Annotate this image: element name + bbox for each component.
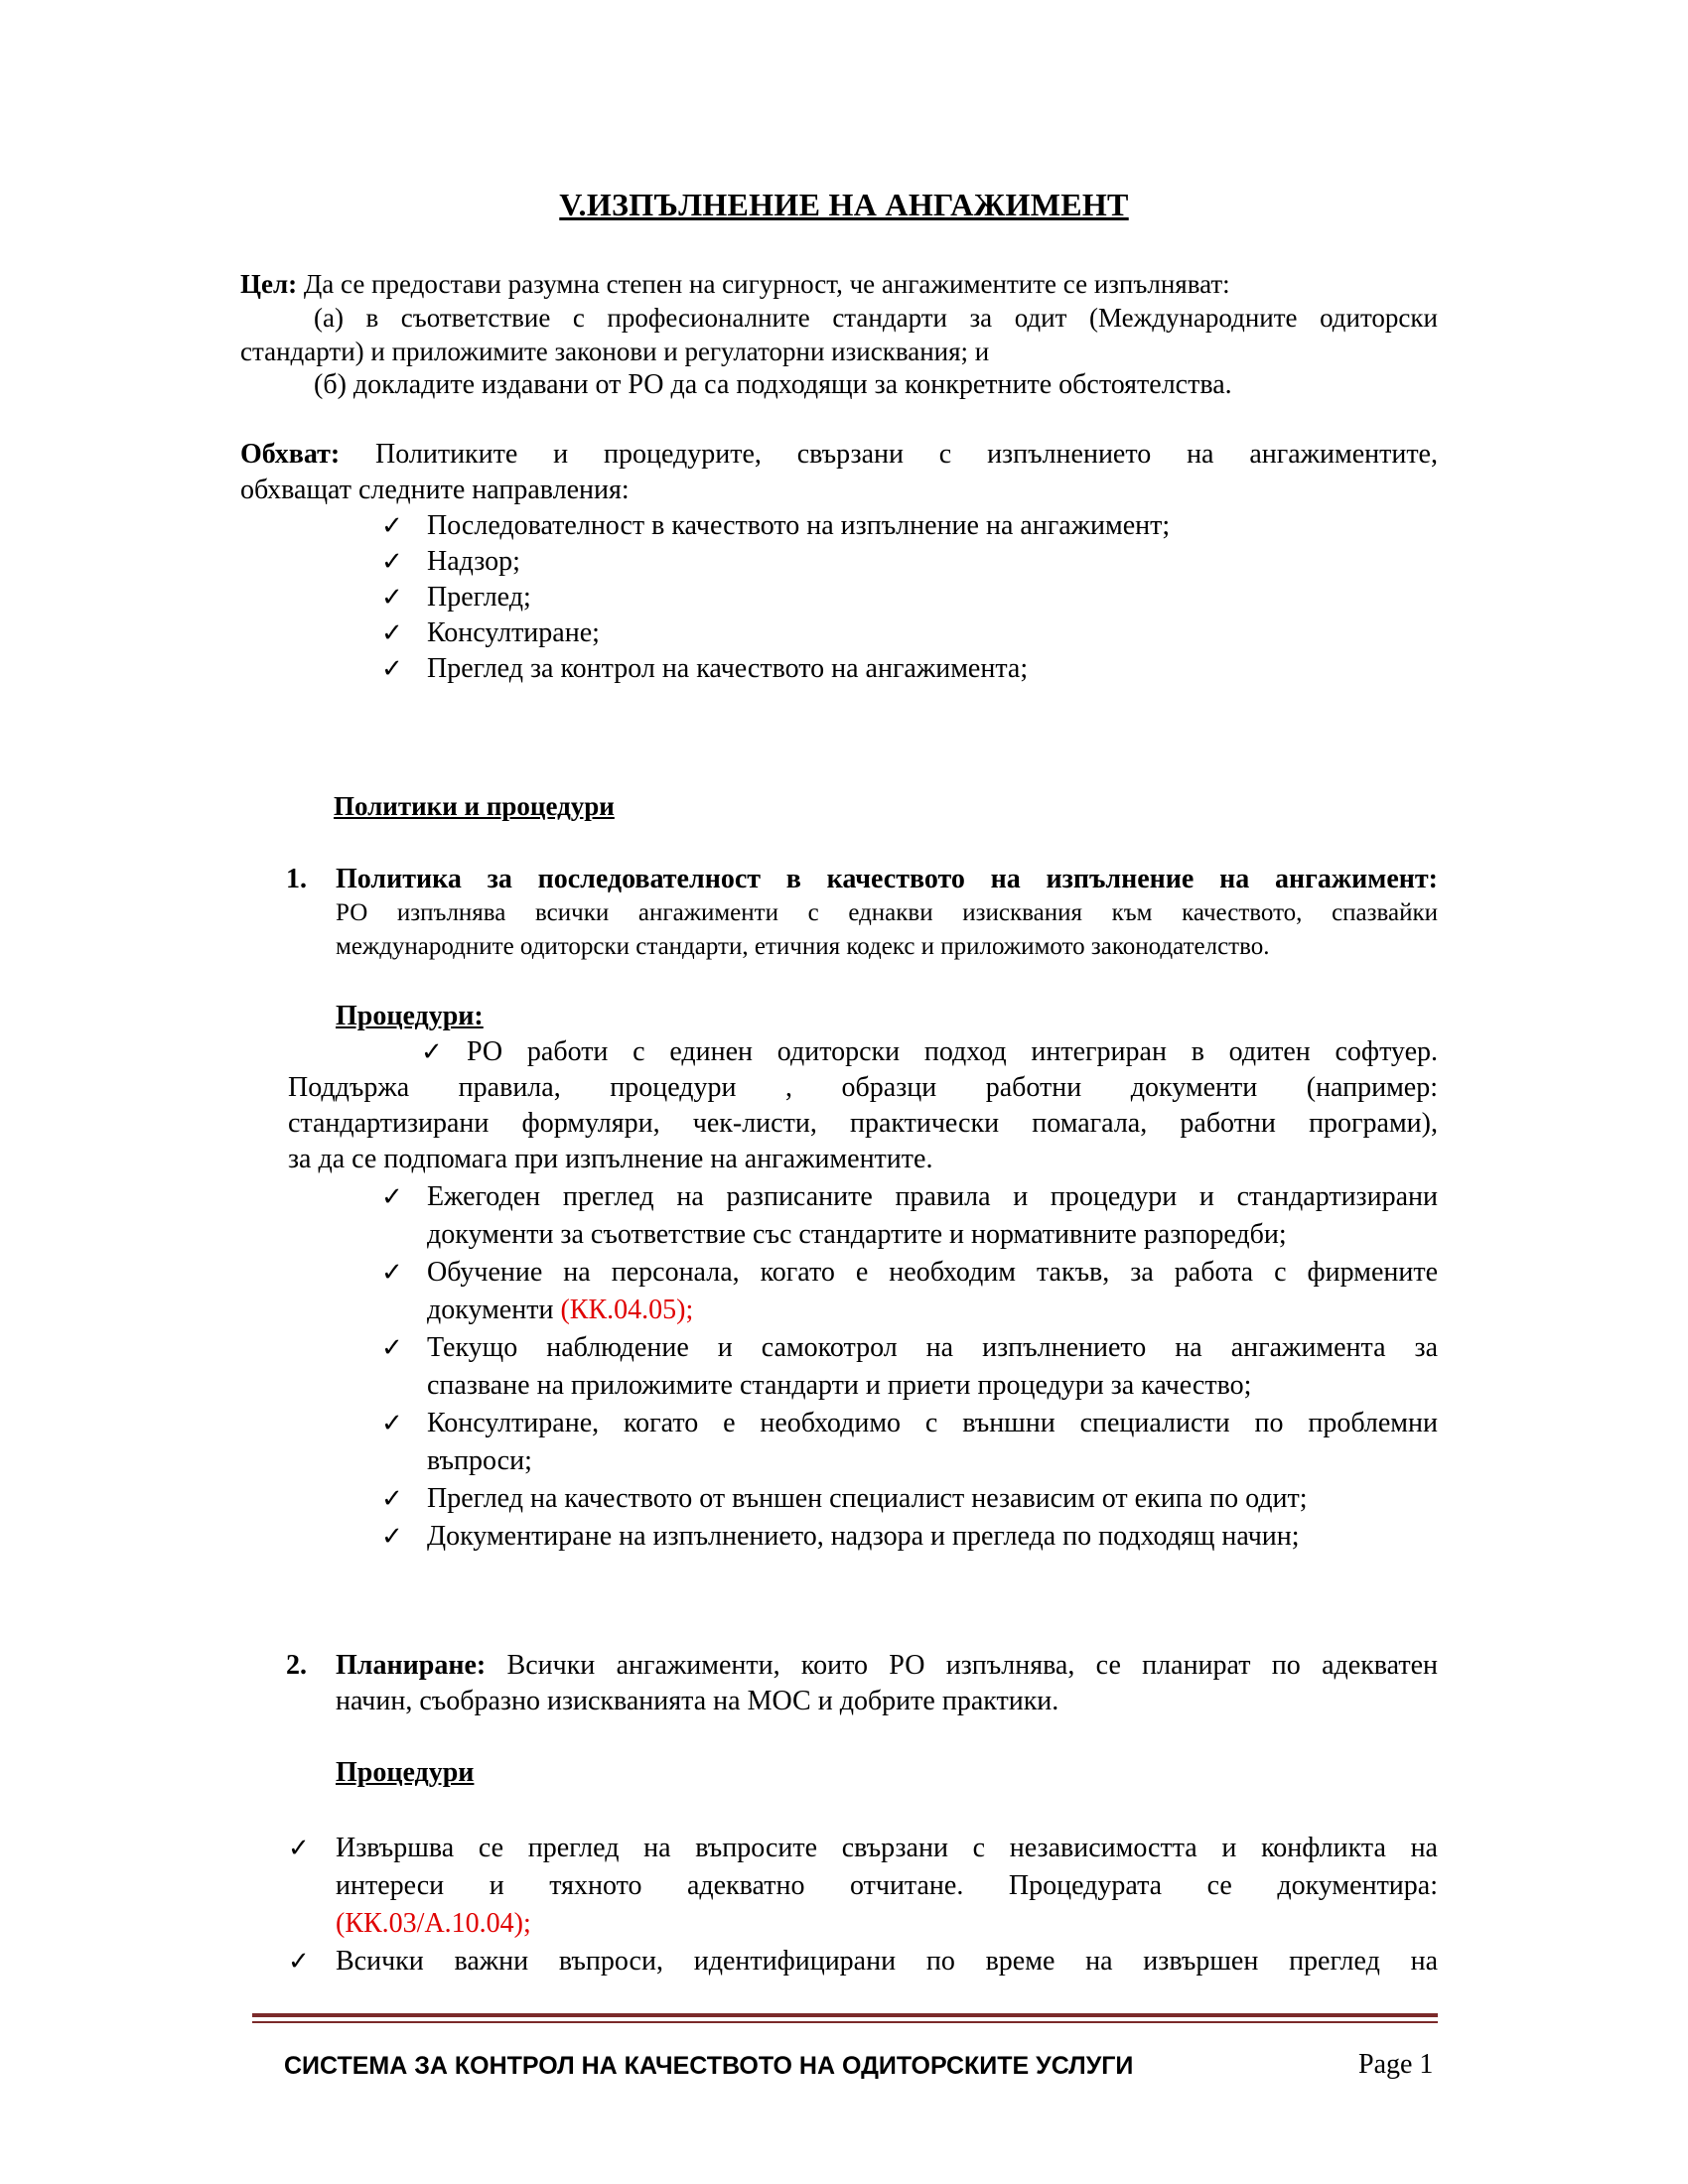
section1-procedures-heading: Процедури: xyxy=(336,1001,484,1031)
section1-item-line2: документи за съответствие със стандартите и нормативните разпоредби; xyxy=(427,1219,1287,1250)
scope-label: Обхват: xyxy=(240,439,341,470)
checkmark-icon: ✓ xyxy=(288,1834,310,1863)
goal-b: (б) докладите издавани от РО да са подходящи за конкретните обстоятелства. xyxy=(314,369,1232,400)
section1-line2: международните одиторски стандарти, етичния кодекс и приложимото законодателство. xyxy=(336,933,1270,960)
scope-item: Преглед за контрол на качеството на ангажимента; xyxy=(427,653,1029,684)
scope-line1 xyxy=(240,437,1438,473)
section2-text: Всички ангажименти, които РО изпълнява, се планират по адекватен xyxy=(486,1650,1438,1681)
section1-item-line1: Обучение на персонала, когато е необходим такъв, за работа с фирмените xyxy=(427,1257,1438,1288)
goal-text: Да се предостави разумна степен на сигурност, че ангажиментите се изпълняват: xyxy=(297,269,1230,299)
policies-heading: Политики и процедури xyxy=(334,791,615,821)
footer-rule xyxy=(252,2021,1438,2023)
checkmark-icon: ✓ xyxy=(381,1484,403,1514)
section1-item-line2: спазване на приложимите стандарти и приети процедури за качество; xyxy=(427,1370,1252,1401)
section2-line2: начин, съобразно изискванията на МОС и добрите практики. xyxy=(336,1686,1059,1716)
section1-item-line1: Консултиране, когато е необходимо с външни специалисти по проблемни xyxy=(427,1408,1438,1438)
footer-title: СИСТЕМА ЗА КОНТРОЛ НА КАЧЕСТВОТО НА ОДИТОРСКИТЕ УСЛУГИ xyxy=(284,2052,1134,2080)
section2-item-line2: интереси и тяхното адекватно отчитане. Процедурата се документира: xyxy=(336,1870,1438,1901)
section2-line1 xyxy=(336,1648,1438,1684)
section1-first-item-line2: Поддържа правила, процедури , образци работни документи (например: xyxy=(288,1072,1438,1103)
scope-text: Политиките и процедурите, свързани с изпълнението на ангажиментите, xyxy=(340,439,1438,470)
section2-number: 2. xyxy=(286,1650,307,1681)
section2-label: Планиране: xyxy=(336,1650,487,1681)
scope-item: Последователност в качеството на изпълнение на ангажимент; xyxy=(427,510,1171,541)
section1-first-item-line1: РО работи с единен одиторски подход интегриран в одитен софтуер. xyxy=(467,1036,1438,1067)
checkmark-icon: ✓ xyxy=(381,1522,403,1552)
checkmark-icon: ✓ xyxy=(381,547,403,577)
checkmark-icon: ✓ xyxy=(381,1409,403,1438)
page-title: V.ИЗПЪЛНЕНИЕ НА АНГАЖИМЕНТ xyxy=(559,187,1129,222)
checkmark-icon: ✓ xyxy=(381,511,403,541)
page-number: Page 1 xyxy=(1358,2049,1434,2080)
section1-item-line1: Преглед на качеството от външен специалист независим от екипа по одит; xyxy=(427,1483,1308,1514)
scope-item: Консултиране; xyxy=(427,617,600,648)
section1-item-text: документи xyxy=(427,1295,561,1325)
footer-rule xyxy=(252,2013,1438,2017)
section2-item-line1: Извършва се преглед на въпросите свързани с независимостта и конфликта на xyxy=(336,1833,1438,1863)
checkmark-icon: ✓ xyxy=(381,1333,403,1363)
section1-item-line1: Текущо наблюдение и самокотрол на изпълнението на ангажимента за xyxy=(427,1332,1438,1363)
section1-first-item-line3: стандартизирани формуляри, чек-листи, практически помагала, работни програми), xyxy=(288,1108,1438,1139)
section1-first-item-line4: за да се подпомага при изпълнение на ангажиментите. xyxy=(288,1144,933,1174)
section1-line1: РО изпълнява всички ангажименти с еднакви изисквания към качеството, спазвайки xyxy=(336,899,1438,926)
section1-item-line1: Документиране на изпълнението, надзора и прегледа по подходящ начин; xyxy=(427,1521,1300,1552)
section1-heading: Политика за последователност в качеството на изпълнение на ангажимент: xyxy=(336,864,1438,894)
document-reference: (КК.04.05); xyxy=(560,1295,694,1325)
checkmark-icon: ✓ xyxy=(381,1258,403,1288)
goal-a-line2: стандарти) и приложимите законови и регулаторни изисквания; и xyxy=(240,337,990,366)
section1-number: 1. xyxy=(286,864,307,894)
scope-item: Надзор; xyxy=(427,546,520,577)
section1-item-line1: Ежегоден преглед на разписаните правила и процедури и стандартизирани xyxy=(427,1181,1438,1212)
checkmark-icon: ✓ xyxy=(381,1182,403,1212)
goal-paragraph xyxy=(240,266,1230,302)
checkmark-icon: ✓ xyxy=(381,618,403,648)
section1-item-line2 xyxy=(427,1293,693,1328)
section2-procedures-heading: Процедури xyxy=(336,1757,475,1788)
scope-line2: обхващат следните направления: xyxy=(240,475,630,505)
document-reference: (КК.03/А.10.04); xyxy=(336,1908,531,1939)
goal-a-line1: (а) в съответствие с професионалните стандарти за одит (Международните одиторски xyxy=(314,303,1438,333)
checkmark-icon: ✓ xyxy=(421,1037,443,1067)
section2-item-line1: Всички важни въпроси, идентифицирани по време на извършен преглед на xyxy=(336,1946,1438,1977)
section1-item-line2: въпроси; xyxy=(427,1445,532,1476)
goal-label: Цел: xyxy=(240,269,298,299)
checkmark-icon: ✓ xyxy=(288,1947,310,1977)
checkmark-icon: ✓ xyxy=(381,654,403,684)
checkmark-icon: ✓ xyxy=(381,583,403,613)
scope-item: Преглед; xyxy=(427,582,531,613)
